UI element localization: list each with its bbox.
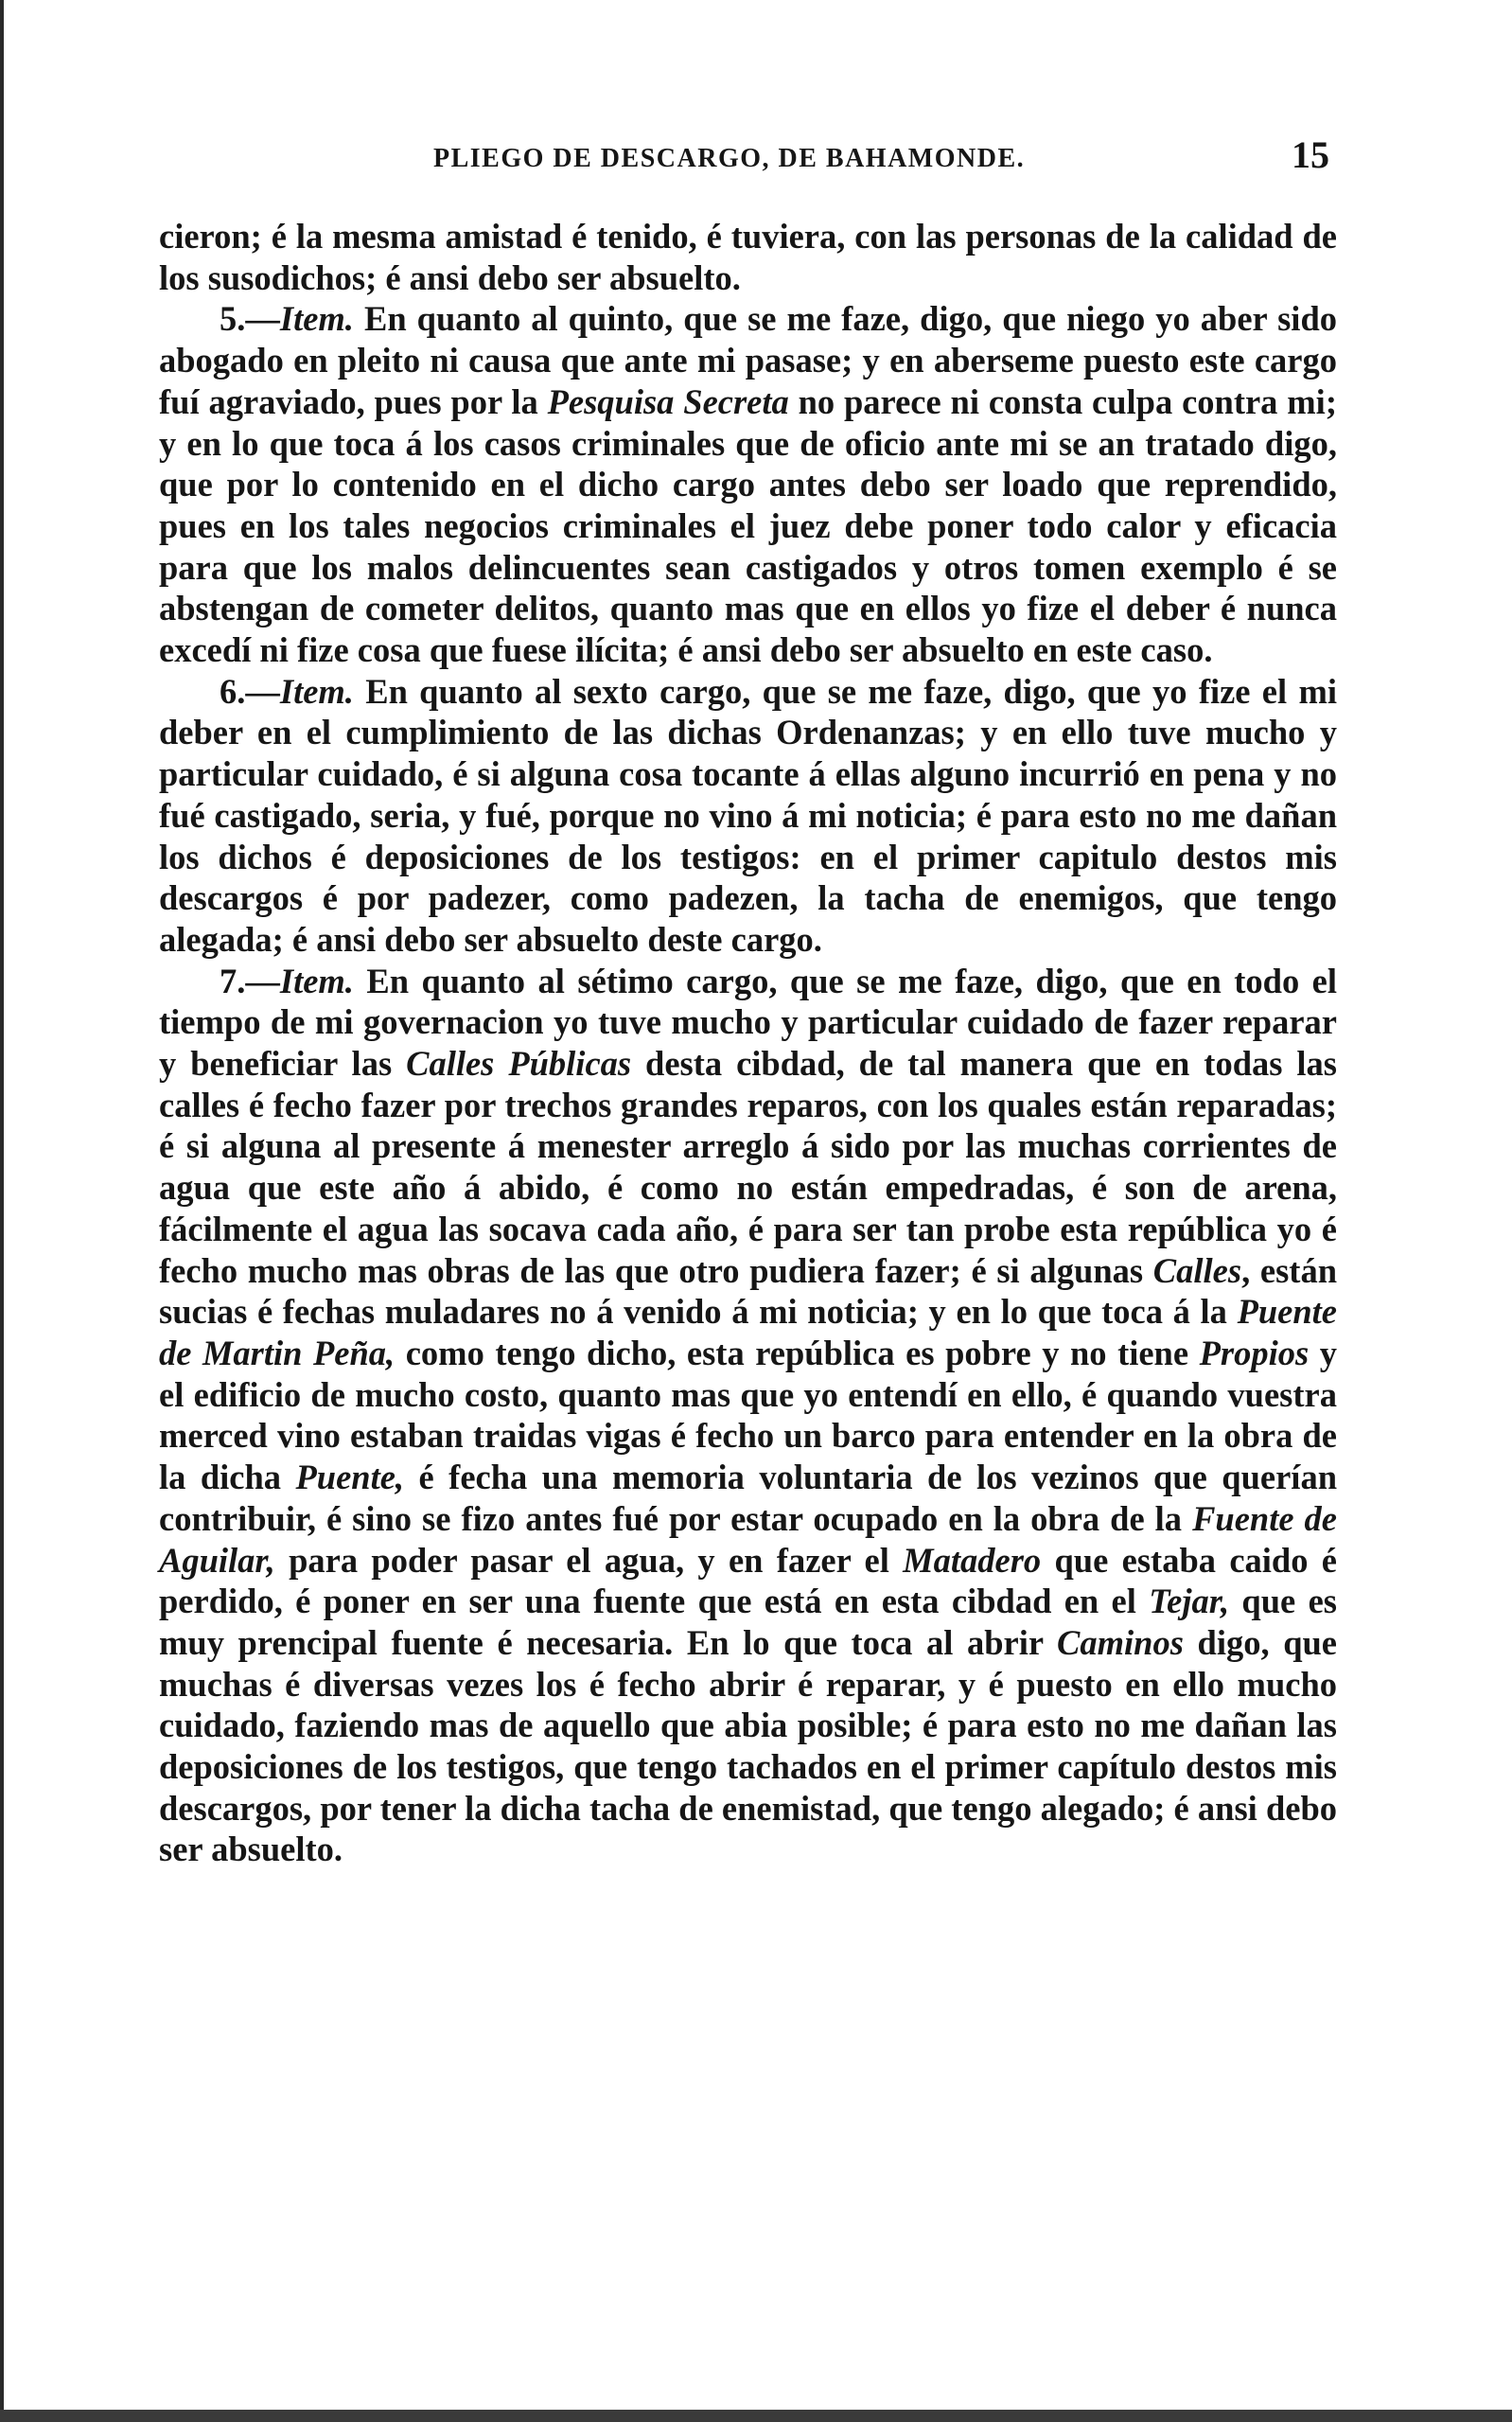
text-run: para poder pasar el agua, y en fazer el [274, 1540, 904, 1580]
text-run: como tengo dicho, esta república es pobre y no tiene [395, 1333, 1200, 1372]
italic-run: Tejar, [1149, 1582, 1230, 1621]
text-run: que estaba caido é perdido, é poner en ser una fuente que está en esta cibdad en el [159, 1540, 1338, 1621]
text-run: 7.— [220, 961, 280, 1000]
italic-run: Calles [1152, 1250, 1242, 1290]
body-text [159, 216, 1337, 1870]
italic-run: Calles Públicas [406, 1044, 632, 1084]
page-header [159, 133, 1337, 189]
text-run: que es muy prencipal fuente é necesaria. En lo que toca al abrir [159, 1582, 1337, 1662]
text-run: En quanto al sétimo cargo, que se me faze, digo, que en todo el tiempo de mi governacion yo tuve mucho y particular cuidado de fazer reparar y beneficiar las [159, 961, 1337, 1084]
page-number: 15 [1292, 133, 1329, 176]
text-run: y el edificio de mucho costo, quanto mas que yo entendí en ello, é quando vuestra merced vino estaban traidas vigas é fecho un barco para entender en la obra de la dicha [159, 1333, 1337, 1497]
italic-run: Puente de Martin Peña, [159, 1292, 1337, 1372]
paragraph-p0 [159, 216, 1337, 298]
italic-run: Puente, [295, 1458, 405, 1497]
text-run: desta cibdad, de tal manera que en todas las calles é fecho fazer por trechos grandes reparos, con los quales están reparadas; é si alguna al presente á menester arreglo á sido por las muchas corrientes de agua que este año á abido, é como no están empedradas, é son de arena, fácilmente el agua las socava cada año, é para ser tan probe esta república yo é fecho mucho mas obras de las que otro pudiera fazer; é si algunas [159, 1044, 1337, 1290]
paragraph-p6 [159, 671, 1337, 961]
paragraph-p5 [159, 298, 1337, 670]
text-run: , están sucias é fechas muladares no á venido á mi noticia; y en lo que toca á la [159, 1250, 1338, 1332]
scan-bottom-edge [0, 2410, 1512, 2422]
paragraph-p7 [159, 961, 1337, 1870]
text-run: En quanto al sexto cargo, que se me faze, digo, que yo fize el mi deber en el cumplimiento de las dichas Ordenanzas; y en ello tuve mucho y particular cuidado, é si alguna cosa tocante á ellas alguno incurrió en pena y no fué castigado, seria, y fué, porque no vino á mi noticia; é para esto no me dañan los dichos é deposiciones de los testigos: en el primer capitulo destos mis descargos é por padezer, como padezen, la tacha de enemigos, que tengo alegada; é ansi debo ser absuelto deste cargo. [159, 671, 1337, 959]
text-run: En quanto al quinto, que se me faze, digo, que niego yo aber sido abogado en pleito ni causa que ante mi pasase; y en aberseme puesto este cargo fuí agraviado, pues por la [159, 299, 1337, 421]
scan-left-edge [0, 0, 4, 2422]
text-run: é fecha una memoria voluntaria de los vezinos que querían contribuir, é sino se fizo antes fué por estar ocupado en la obra de la [159, 1458, 1337, 1538]
text-run: no parece ni consta culpa contra mi; y en lo que toca á los casos criminales que de oficio ante mi se an tratado digo, que por lo contenido en el dicho cargo antes debo ser loado que reprendido, pues en los tales negocios criminales el juez debe poner todo calor y eficacia para que los malos delincuentes sean castigados y otros tomen exemplo é se abstengan de cometer delitos, quanto mas que en ellos yo fize el deber é nunca excedí ni fize cosa que fuese ilícita; é ansi debo ser absuelto en este caso. [159, 381, 1337, 670]
text-run: 6.— [220, 671, 280, 711]
running-head: PLIEGO DE DESCARGO, DE BAHAMONDE. [433, 144, 1026, 173]
italic-run: Fuente de Aguilar, [159, 1498, 1337, 1580]
italic-run: Propios [1199, 1333, 1310, 1372]
italic-run: Matadero [903, 1540, 1042, 1580]
italic-run: Caminos [1057, 1622, 1184, 1662]
text-run: cieron; é la mesma amistad é tenido, é tuviera, con las personas de la calidad de los susodichos; é ansi debo ser absuelto. [159, 217, 1337, 297]
italic-run: Item. [279, 299, 354, 339]
italic-run: Item. [279, 961, 354, 1000]
text-run: 5.— [220, 299, 280, 339]
italic-run: Item. [279, 671, 354, 711]
italic-run: Pesquisa Secreta [547, 381, 789, 421]
text-run: digo, que muchas é diversas vezes los é fecho abrir é reparar, y é puesto en ello mucho cuidado, faziendo mas de aquello que abia posible; é para esto no me dañan las deposiciones de los testigos, que tengo tachados en el primer capítulo destos mis descargos, por tener la dicha tacha de enemistad, que tengo alegado; é ansi debo ser absuelto. [159, 1622, 1338, 1869]
